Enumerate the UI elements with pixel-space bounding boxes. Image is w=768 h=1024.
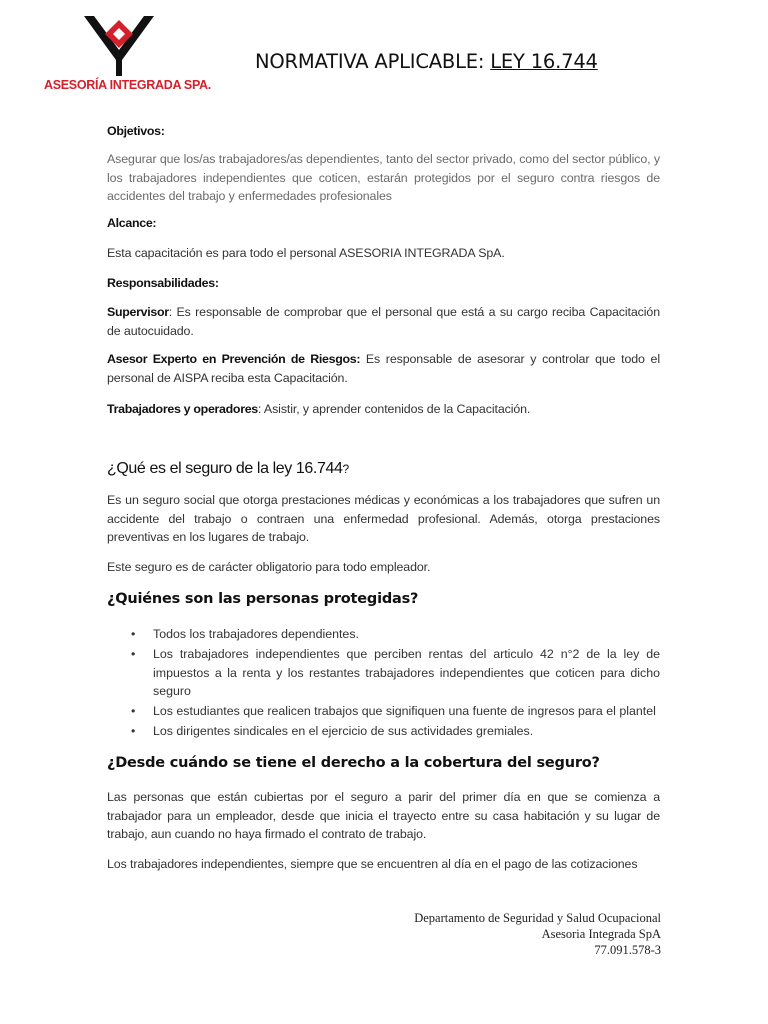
footer-company: Asesoria Integrada SpA — [541, 927, 661, 941]
trabajadores-text: : Asistir, y aprender contenidos de la Capacitación. — [257, 402, 531, 416]
protegidas-list — [107, 625, 660, 741]
cobertura-heading: ¿Desde cuándo se tiene el derecho a la cobertura del seguro? — [107, 755, 600, 771]
objetivos-text: Asegurar que los/as trabajadores/as dependientes, tanto del sector privado, como del sector público, y los trabajadores independientes que coticen, estarán protegidos por el seguro contra riesgos de accidentes del trabajo y enfermedades profesionales — [107, 152, 660, 203]
logo-mark-icon — [84, 16, 154, 76]
bullet-icon: • — [131, 627, 136, 641]
bullet-icon: • — [131, 704, 136, 718]
seguro-paragraph-2: Este seguro es de carácter obligatorio para todo empleador. — [107, 560, 431, 574]
responsabilidades-label: Responsabilidades: — [107, 276, 219, 290]
trabajadores-label: Trabajadores y operadores — [107, 402, 258, 416]
asesor-label: Asesor Experto en Prevención de Riesgos: — [107, 352, 361, 366]
asesor-text: Es responsable de asesorar y controlar que todo el personal de AISPA reciba esta Capacitación. — [107, 352, 660, 385]
title-law: LEY 16.744 — [490, 50, 598, 73]
supervisor-paragraph — [107, 303, 660, 340]
footer-rut: 77.091.578-3 — [594, 943, 661, 957]
objetivos-label: Objetivos: — [107, 124, 165, 138]
footer-department: Departamento de Seguridad y Salud Ocupacional — [414, 911, 661, 925]
supervisor-text: : Es responsable de comprobar que el personal que está a su cargo reciba Capacitación de autocuidado. — [107, 305, 660, 338]
trabajadores-paragraph — [107, 400, 660, 419]
list-item: • Todos los trabajadores dependientes. — [107, 625, 660, 644]
footer — [414, 910, 661, 958]
bullet-icon: • — [131, 724, 136, 738]
seguro-paragraph-1: Es un seguro social que otorga prestaciones médicas y económicas a los trabajadores que sufren un accidente del trabajo o contraen una enfermedad profesional. Además, otorga prestaciones preventivas en los lugares de trabajo. — [107, 493, 660, 544]
supervisor-label: Supervisor — [107, 305, 169, 319]
cobertura-paragraph-1: Las personas que están cubiertas por el seguro a parir del primer día en que se comienza a trabajador para un empleador, desde que inicia el trayecto entre su casa habitación y su lugar de trabajo, aun cuando no haya firmado el contrato de trabajo. — [107, 790, 660, 841]
title-prefix: NORMATIVA APLICABLE: — [255, 50, 491, 73]
asesor-paragraph — [107, 350, 660, 387]
cobertura-paragraph-2: Los trabajadores independientes, siempre que se encuentren al día en el pago de las cotizaciones — [107, 857, 638, 871]
document-title — [255, 50, 598, 73]
list-item: • Los estudiantes que realicen trabajos que signifiquen una fuente de ingresos para el plantel — [107, 702, 660, 721]
list-item: • Los trabajadores independientes que perciben rentas del articulo 42 n°2 de la ley de impuestos a la renta y los restantes trabajadores independientes que coticen para dicho seguro — [131, 647, 660, 698]
logo-text: ASESORÍA INTEGRADA SPA. — [44, 78, 211, 92]
alcance-text: Esta capacitación es para todo el personal ASESORIA INTEGRADA SpA. — [107, 246, 505, 260]
alcance-label: Alcance: — [107, 216, 157, 230]
list-item: • Los dirigentes sindicales en el ejercicio de sus actividades gremiales. — [107, 722, 660, 741]
company-logo — [44, 16, 211, 98]
protegidas-list-wrapper — [107, 625, 660, 742]
protegidas-heading: ¿Quiénes son las personas protegidas? — [107, 591, 419, 607]
bullet-icon: • — [131, 647, 136, 661]
seguro-heading: ¿Qué es el seguro de la ley 16.744? — [107, 460, 349, 477]
